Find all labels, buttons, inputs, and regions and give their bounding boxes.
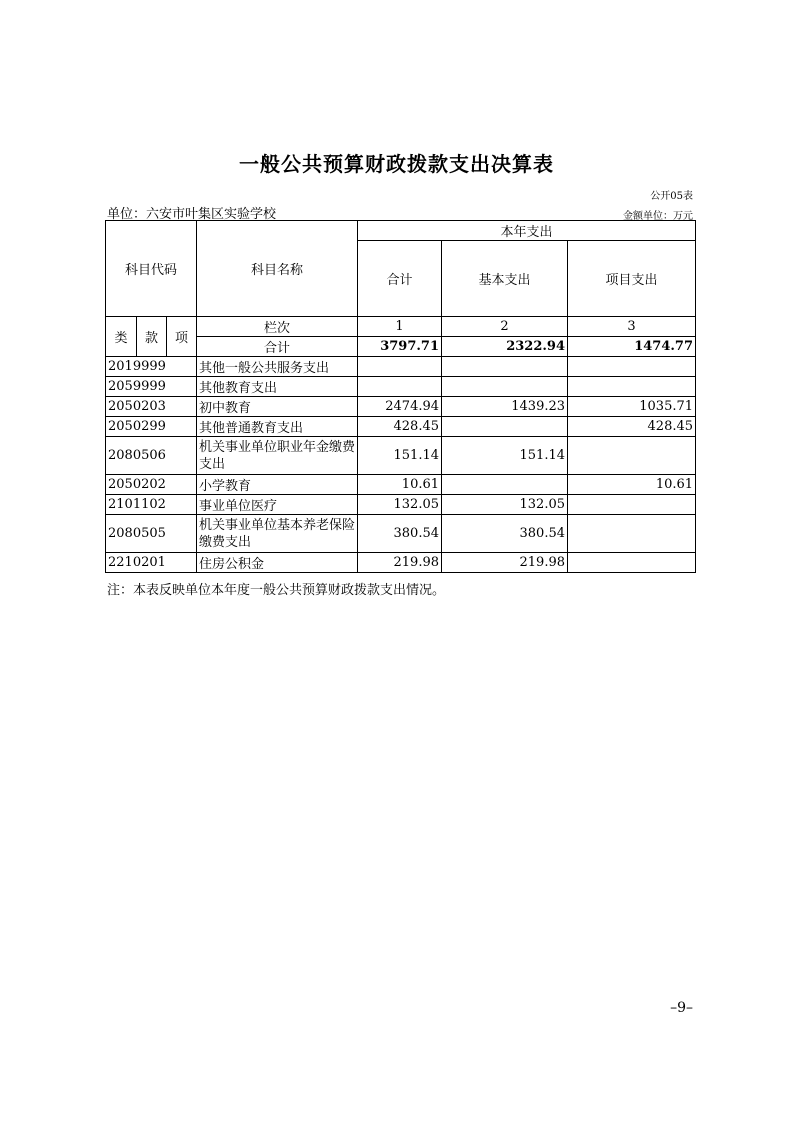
row-total: 151.14: [358, 437, 442, 475]
row-name: 其他教育支出: [197, 377, 358, 397]
row-code: 2050202: [106, 475, 197, 495]
sum-basic: 2322.94: [442, 337, 568, 357]
row-name: 住房公积金: [197, 553, 358, 573]
header-col3: 3: [568, 317, 696, 337]
expenditure-table: [105, 220, 696, 573]
header-lei: 类: [106, 317, 137, 357]
row-name: 其他一般公共服务支出: [197, 357, 358, 377]
row-basic: 1439.23: [442, 397, 568, 417]
page-number: –9–: [670, 1000, 693, 1016]
sum-project: 1474.77: [568, 337, 696, 357]
header-kuan: 款: [137, 317, 167, 357]
row-code: 2050299: [106, 417, 197, 437]
row-name: 机关事业单位基本养老保险缴费支出: [197, 515, 358, 553]
table-row: [106, 377, 696, 397]
row-basic: [442, 377, 568, 397]
row-name: 小学教育: [197, 475, 358, 495]
header-project: 项目支出: [568, 241, 696, 317]
row-code: 2210201: [106, 553, 197, 573]
row-project: 1035.71: [568, 397, 696, 417]
row-total: 132.05: [358, 495, 442, 515]
row-project: [568, 495, 696, 515]
header-code: 科目代码: [106, 221, 197, 317]
row-total: 428.45: [358, 417, 442, 437]
row-total: [358, 357, 442, 377]
row-total: 10.61: [358, 475, 442, 495]
row-name: 事业单位医疗: [197, 495, 358, 515]
row-code: 2019999: [106, 357, 197, 377]
unit-label: 单位：六安市叶集区实验学校: [107, 207, 277, 222]
row-code: 2080506: [106, 437, 197, 475]
table-row: [106, 397, 696, 417]
row-total: 2474.94: [358, 397, 442, 417]
table-row: [106, 553, 696, 573]
row-total: 219.98: [358, 553, 442, 573]
table-row: [106, 475, 696, 495]
row-basic: 151.14: [442, 437, 568, 475]
row-basic: 132.05: [442, 495, 568, 515]
table-row: [106, 515, 696, 553]
header-name: 科目名称: [197, 221, 358, 317]
row-basic: [442, 417, 568, 437]
header-current-year: 本年支出: [358, 221, 696, 241]
table-row: [106, 437, 696, 475]
table-row: [106, 495, 696, 515]
row-project: 428.45: [568, 417, 696, 437]
row-basic: 219.98: [442, 553, 568, 573]
header-col-label: 栏次: [197, 317, 358, 337]
form-number: 公开05表: [650, 191, 693, 202]
row-code: 2101102: [106, 495, 197, 515]
header-xiang: 项: [167, 317, 197, 357]
row-project: [568, 437, 696, 475]
row-name: 其他普通教育支出: [197, 417, 358, 437]
page-title: 一般公共预算财政拨款支出决算表: [239, 152, 554, 176]
sum-total: 3797.71: [358, 337, 442, 357]
row-basic: 380.54: [442, 515, 568, 553]
row-basic: [442, 357, 568, 377]
header-col1: 1: [358, 317, 442, 337]
row-code: 2050203: [106, 397, 197, 417]
sum-label: 合计: [197, 337, 358, 357]
row-code: 2059999: [106, 377, 197, 397]
row-project: [568, 553, 696, 573]
row-project: [568, 377, 696, 397]
row-code: 2080505: [106, 515, 197, 553]
row-total: [358, 377, 442, 397]
footnote: 注：本表反映单位本年度一般公共预算财政拨款支出情况。: [107, 583, 446, 598]
row-name: 机关事业单位职业年金缴费支出: [197, 437, 358, 475]
row-name: 初中教育: [197, 397, 358, 417]
table-row: [106, 357, 696, 377]
row-project: 10.61: [568, 475, 696, 495]
table-row: [106, 417, 696, 437]
header-col2: 2: [442, 317, 568, 337]
amount-unit-label: 金额单位：万元: [623, 211, 693, 222]
header-basic: 基本支出: [442, 241, 568, 317]
row-project: [568, 515, 696, 553]
row-total: 380.54: [358, 515, 442, 553]
row-basic: [442, 475, 568, 495]
row-project: [568, 357, 696, 377]
header-total: 合计: [358, 241, 442, 317]
